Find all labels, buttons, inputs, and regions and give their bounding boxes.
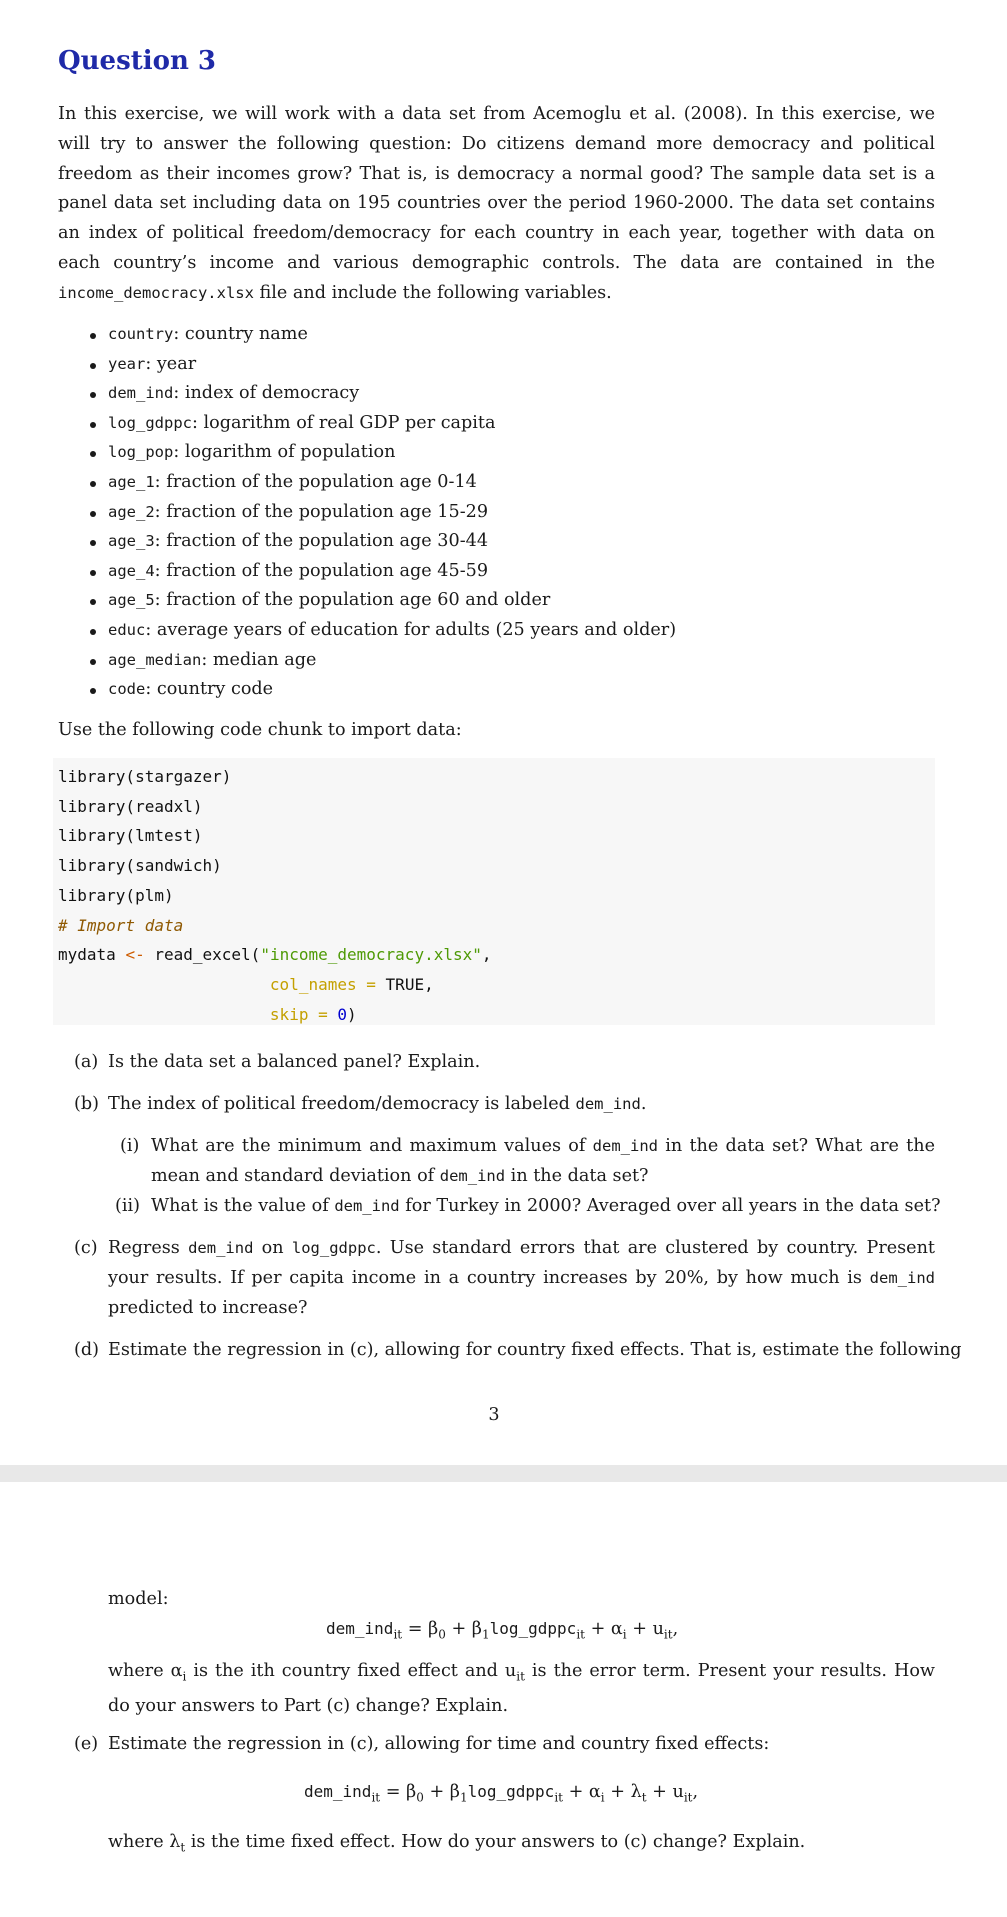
code-block[interactable]: library(stargazer) library(readxl) library(lmtest) library(sandwich) library(plm) # Import data mydata <- read_excel("income_democracy.xlsx", col_names = TRUE, skip = 0) <box>53 758 935 1025</box>
code-comment: # Import data <box>58 915 184 935</box>
variable-list <box>58 320 676 705</box>
list-item: country: country name <box>58 320 676 350</box>
list-item: log_pop: logarithm of population <box>58 438 676 468</box>
where-country-fe: where $\alpha_i$ is the ith country fixed effect and $u_{it}$ is the error term. Present your results. How do your answers to Part (c) change? Explain. <box>108 1661 935 1717</box>
import-instruction: Use the following code chunk to import data: <box>58 720 462 740</box>
page-number: 3 <box>488 1405 500 1425</box>
page-4: model: dem_ind$_{it}$ = $\beta_0$ + $\beta_1\log\_gdppc_{it} + \alpha_i + u_{it}$, where $\alpha_i$ is the ith country fixed effect and $u_{it}$ is the error term. Present your results. How do your answers to Part (c) change? Explain. (e) Estimate the regression in (c), allowing for time and country fixed effects: dem_ind$_{it}$ = $\beta_0$ + $\beta_1\log\_gdppc_{it} + \alpha_i + \lambda_t + u_{it}$, where $\lambda_t$ is the time fixed effect. How do your answers to (c) change? Explain. <box>0 1482 1007 1917</box>
filename-code: income_democracy.xlsx <box>58 283 254 302</box>
equation-country-fe: dem_ind$_{it}$ = $\beta_0$ + $\beta_1\log\_gdppc_{it} + \alpha_i + u_{it}$, <box>326 1619 679 1642</box>
list-item: age_3: fraction of the population age 30-44 <box>58 527 676 557</box>
list-item: age_5: fraction of the population age 60 and older <box>58 586 676 616</box>
list-item: age_median: median age <box>58 646 676 676</box>
list-item: year: year <box>58 350 676 380</box>
page-divider <box>0 1465 1007 1482</box>
list-item: age_4: fraction of the population age 45-59 <box>58 557 676 587</box>
list-item: dem_ind: index of democracy <box>58 379 676 409</box>
where-time-fe: where $\lambda_t$ is the time fixed effect. How do your answers to (c) change? Explain. <box>108 1832 806 1855</box>
page-3: Question 3 In this exercise, we will work with a data set from Acemoglu et al. (2008). In this exercise, we will try to answer the following question: Do citizens demand more democracy and political freedom as their incomes grow? That is, is democracy a normal good? The sample data set is a panel data set including data on 195 countries over the period 1960-2000. The data set contains an index of political freedom/democracy for each country in each year, together with data on each country’s income and various demographic controls. The data are contained in the income_democracy.xlsx file and include the following variables. country: country name year: year dem_ind: index of democracy log_gdppc: logarithm of real GDP per capita log_pop: logarithm of population age_1: fraction of the population age 0-14 age_2: fraction of the population age 15-29 age_3: fraction of the population age 30-44 age_4: fraction of the population age 45-59 age_5: fraction of the population age 60 and older educ: average years of education for adults (25 years and older) age_median: median age code: country code Use the following code chunk to import data: library(stargazer) library(readxl) library(lmtest) library(sandwich) library(plm) # Import data mydata <- read_excel("income_democracy.xlsx", col_names = TRUE, skip = 0) (a) Is the data set a balanced panel? Explain. (b) The index of political freedom/democracy is labeled dem_ind. (i) What are the minimum and maximum values of dem_ind in the data set? What are the mean and standard deviation of dem_ind in the data set? (ii) What is the value of dem_ind for Turkey in 2000? Averaged over all years in the data set? (c) Regress dem_ind on log_gdppc. Use standard errors that are clustered by country. Present your results. If per capita income in a country increases by 20%, by how much is dem_ind predicted to increase? (d) Estimate the regression in (c), allowing for country fixed effects. That is, estimate the following 3 <box>0 0 1007 1465</box>
model-label: model: <box>108 1589 169 1609</box>
list-item: code: country code <box>58 675 676 705</box>
list-item: educ: average years of education for adults (25 years and older) <box>58 616 676 646</box>
list-item: log_gdppc: logarithm of real GDP per capita <box>58 409 676 439</box>
list-item: age_1: fraction of the population age 0-14 <box>58 468 676 498</box>
intro-paragraph: In this exercise, we will work with a data set from Acemoglu et al. (2008). In this exercise, we will try to answer the following question: Do citizens demand more democracy and political freedom as their incomes grow? That is, is democracy a normal good? The sample data set is a panel data set including data on 195 countries over the period 1960-2000. The data set contains an index of political freedom/democracy for each country in each year, together with data on each country’s income and various demographic controls. The data are contained in the income_democracy.xlsx file and include the following variables. <box>58 104 935 303</box>
list-item: age_2: fraction of the population age 15-29 <box>58 498 676 528</box>
question-heading: Question 3 <box>58 46 217 76</box>
equation-time-country-fe: dem_ind$_{it}$ = $\beta_0$ + $\beta_1\log\_gdppc_{it} + \alpha_i + \lambda_t + u_{it}$, <box>304 1782 699 1805</box>
